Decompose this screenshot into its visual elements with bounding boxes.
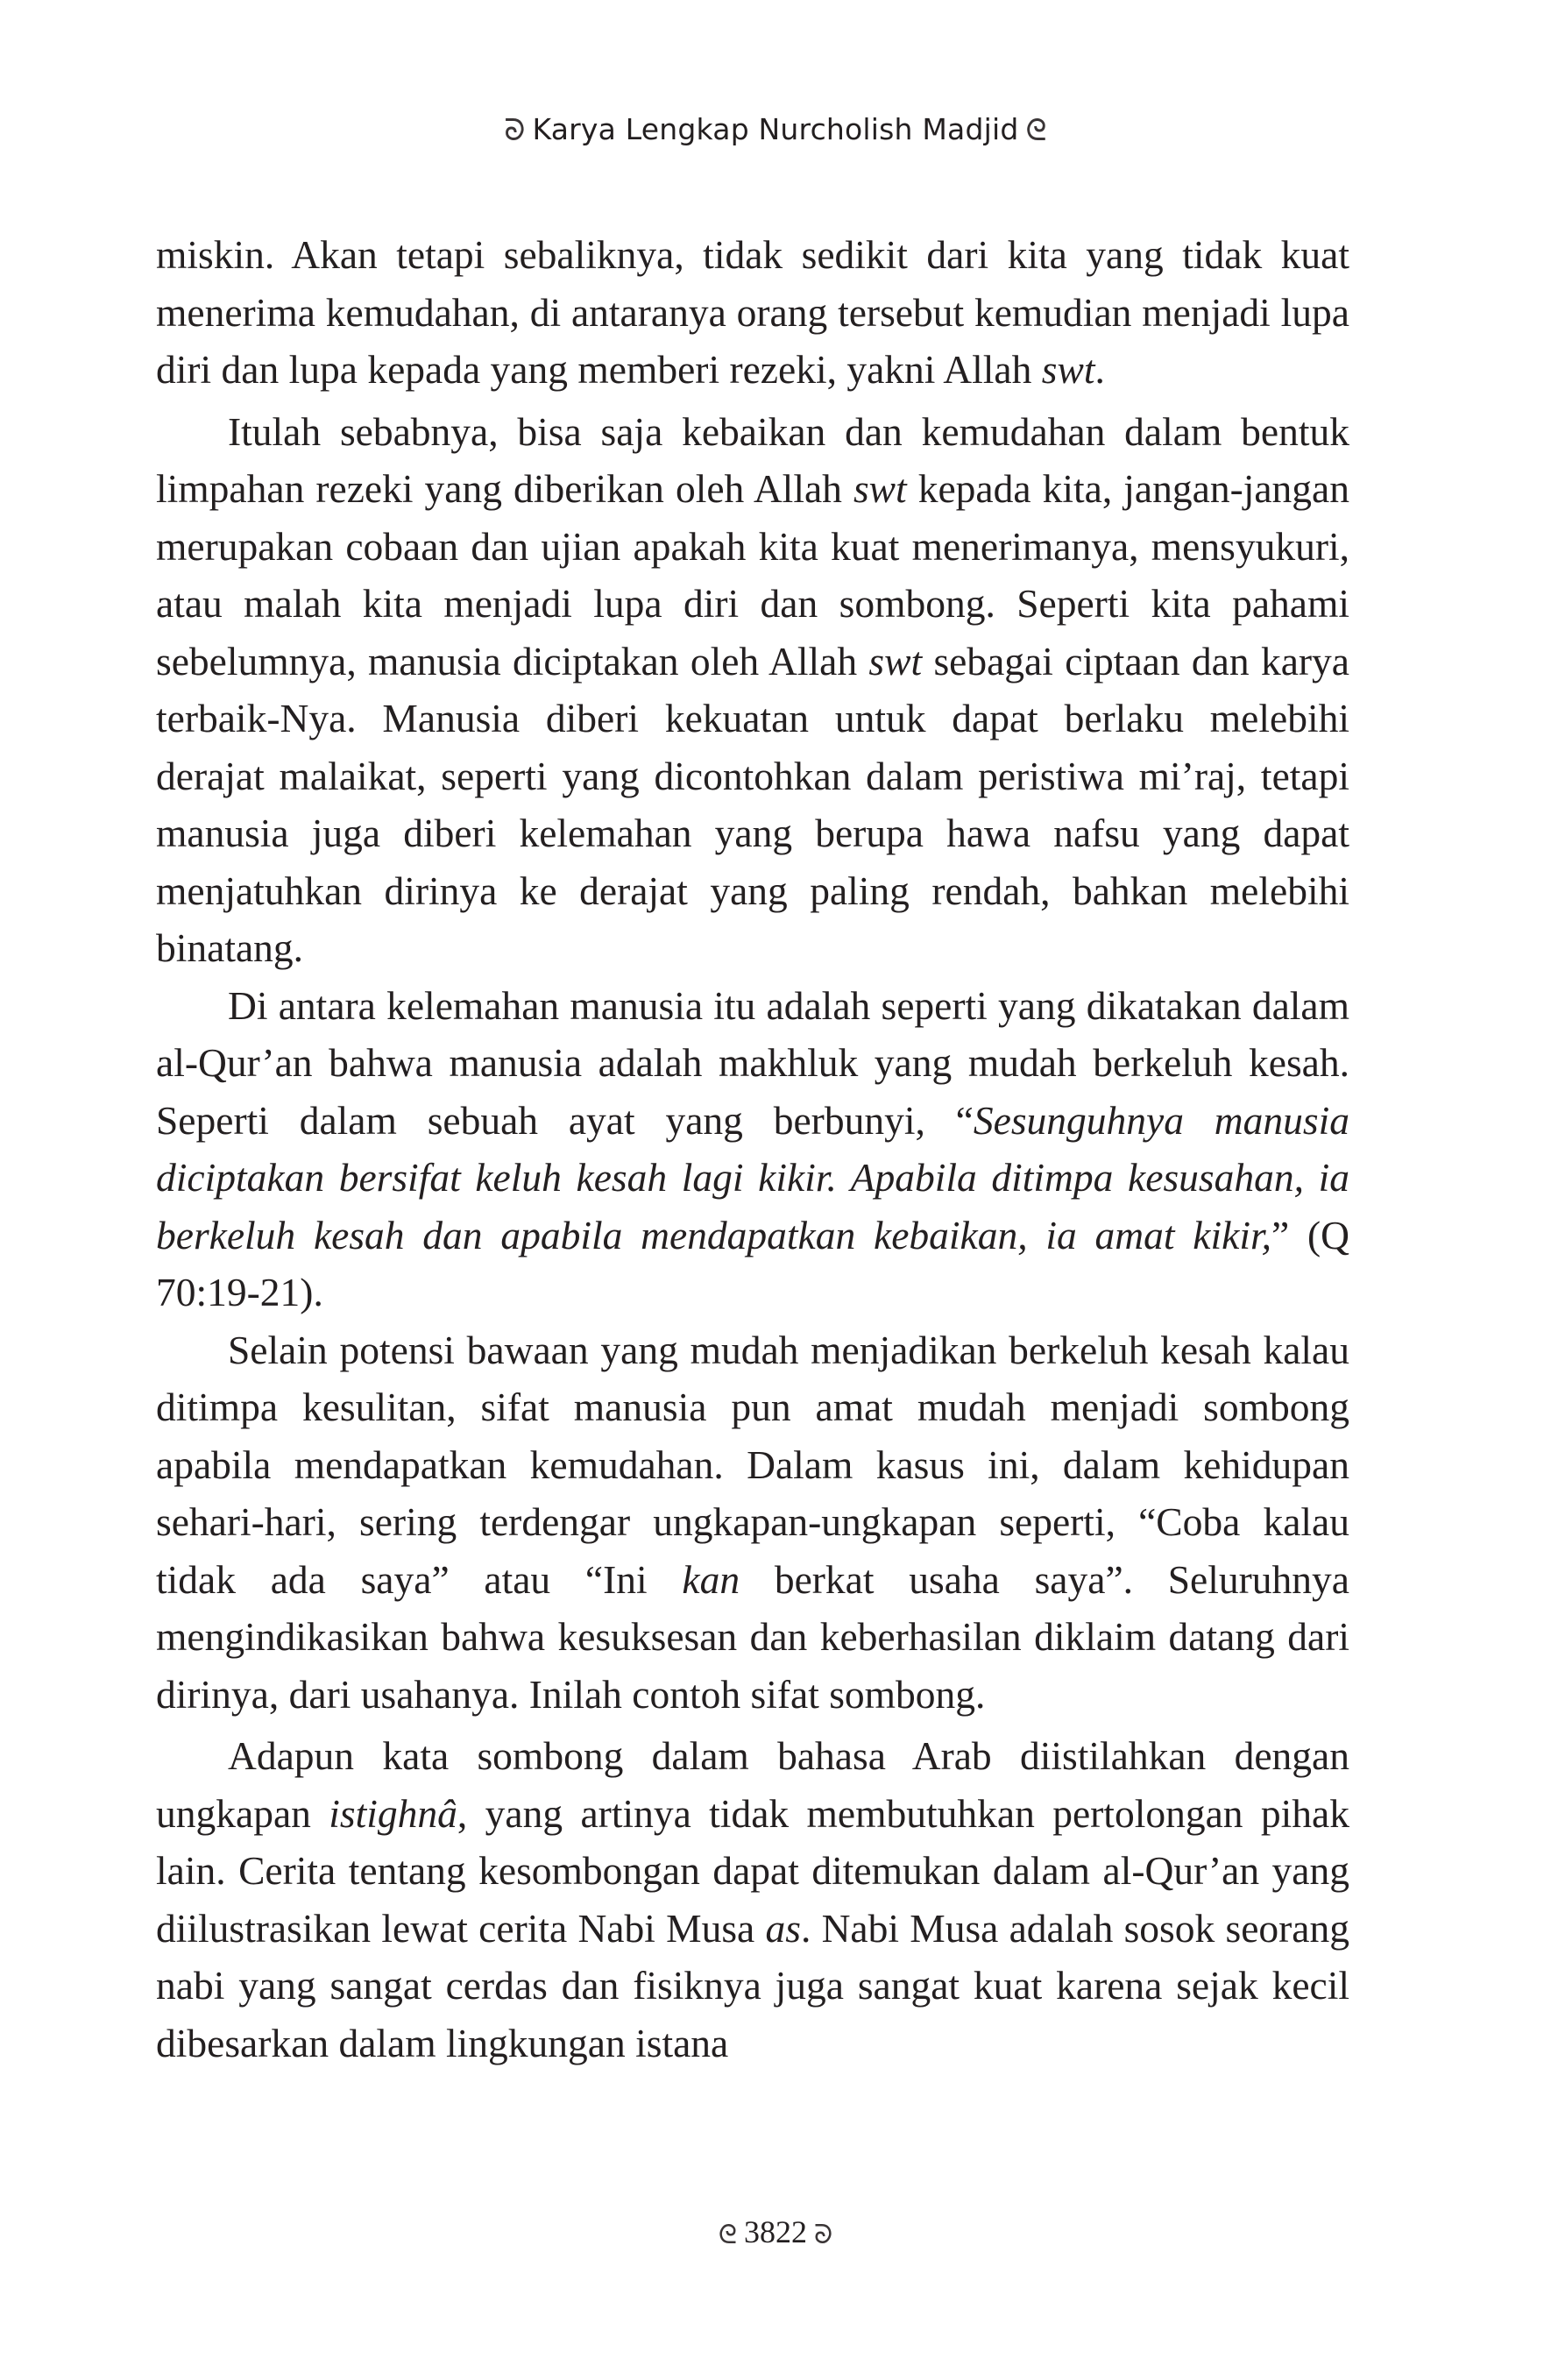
paragraph-5: Adapun kata sombong dalam bahasa Arab diistilahkan dengan ungkapan istighnâ, yang artinya tidak membutuhkan pertolongan pihak lain. Cerita tentang kesombongan dapat ditemukan dalam al-Qur’an yang diilustrasikan lewat cerita Nabi Musa as. Nabi Musa adalah sosok seorang nabi yang sangat cerdas dan fisiknya juga sangat kuat karena sejak kecil dibesarkan dalam lingkungan istana	[156, 1733, 1349, 2065]
running-header	[0, 112, 1551, 148]
right-ornament-icon: ᘐ	[814, 2220, 833, 2250]
body-text	[156, 226, 1349, 2072]
page-number: 3822	[744, 2214, 807, 2249]
left-ornament-icon: ᘐ	[504, 113, 526, 148]
paragraph-1: miskin. Akan tetapi sebaliknya, tidak sedikit dari kita yang tidak kuat menerima kemudahan, di antaranya orang tersebut kemudian menjadi lupa diri dan lupa kepada yang memberi rezeki, yakni Allah swt.	[156, 232, 1349, 392]
paragraph-3: Di antara kelemahan manusia itu adalah seperti yang dikatakan dalam al-Qur’an bahwa manusia adalah makhluk yang mudah berkeluh kesah. Seperti dalam sebuah ayat yang berbunyi, “Sesunguhnya manusia diciptakan bersifat keluh kesah lagi kikir. Apabila ditimpa kesusahan, ia berkeluh kesah dan apabila mendapatkan kebaikan, ia amat kikir,” (Q 70:19-21).	[156, 982, 1350, 1314]
paragraph-4: Selain potensi bawaan yang mudah menjadikan berkeluh kesah kalau ditimpa kesulitan, sifat manusia pun amat mudah menjadi sombong apabila mendapatkan kemudahan. Dalam kasus ini, dalam kehidupan sehari-hari, sering terdengar ungkapan-ungkapan seperti, “Coba kalau tidak ada saya” atau “Ini kan berkat usaha saya”. Seluruhnya mengindikasikan bahwa kesuksesan dan keberhasilan diklaim datang dari dirinya, dari usahanya. Inilah contoh sifat sombong.	[156, 1327, 1349, 1717]
paragraph-2: Itulah sebabnya, bisa saja kebaikan dan kemudahan dalam bentuk limpahan rezeki yang diberikan oleh Allah swt kepada kita, jangan-jangan merupakan cobaan dan ujian apakah kita kuat menerimanya, mensyukuri, atau malah kita menjadi lupa diri dan sombong. Seperti kita pahami sebelumnya, manusia diciptakan oleh Allah swt sebagai ciptaan dan karya terbaik-Nya. Manusia diberi kekuatan untuk dapat berlaku melebihi derajat malaikat, seperti yang dicontohkan dalam peristiwa mi’raj, tetapi manusia juga diberi kelemahan yang berupa hawa nafsu yang dapat menjatuhkan dirinya ke derajat yang paling rendah, bahkan melebihi binatang.	[156, 408, 1349, 970]
left-ornament-icon: ᘓ	[718, 2220, 737, 2250]
book-title: Karya Lengkap Nurcholish Madjid	[532, 112, 1019, 146]
right-ornament-icon: ᘓ	[1025, 113, 1047, 148]
page-footer	[0, 2214, 1551, 2250]
